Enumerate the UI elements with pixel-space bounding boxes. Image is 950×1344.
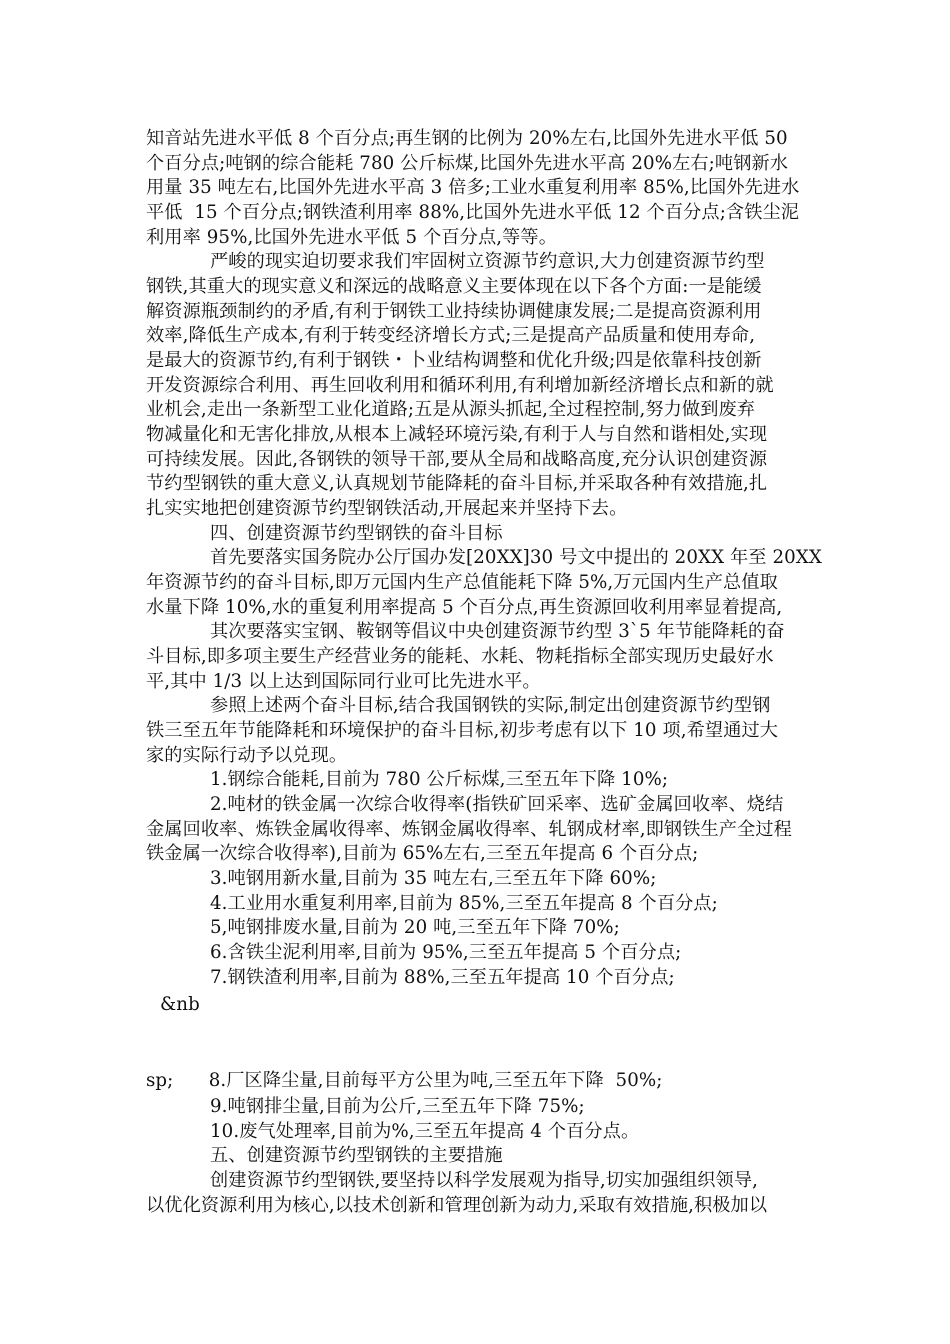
text-line: 效率,降低生产成本,有利于转变经济增长方式;三是提高产品质量和使用寿命, xyxy=(146,325,756,346)
text-line: 平低 15 个百分点;钢铁渣利用率 88%,比国外先进水平低 12 个百分点;含铁尘泥 xyxy=(146,202,800,223)
section-heading: 五、创建资源节约型钢铁的主要措施 xyxy=(210,1145,503,1166)
text-line: 业机会,走出一条新型工业化道路;五是从源头抓起,全过程控制,努力做到废弃 xyxy=(146,399,756,420)
text-line: 解资源瓶颈制约的矛盾,有利于钢铁工业持续协调健康发展;二是提高资源利用 xyxy=(146,301,762,322)
text-line: 年资源节约的奋斗目标,即万元国内生产总值能耗下降 5%,万元国内生产总值取 xyxy=(146,572,778,593)
list-item: 1.钢综合能耗,目前为 780 公斤标煤,三至五年下降 10%; xyxy=(210,769,669,790)
text-line: 用量 35 吨左右,比国外先进水平高 3 倍多;工业水重复利用率 85%,比国外先进水 xyxy=(146,177,800,198)
paragraph-first-line: 参照上述两个奋斗目标,结合我国钢铁的实际,制定出创建资源节约型钢 xyxy=(210,695,771,716)
text-line: 开发资源综合利用、再生回收利用和循环利用,有利增加新经济增长点和新的就 xyxy=(146,375,774,396)
list-item: 10.废气处理率,目前为%,三至五年提高 4 个百分点。 xyxy=(210,1121,640,1142)
list-item: sp; 8.厂区降尘量,目前每平方公里为吨,三至五年下降 50%; xyxy=(146,1070,663,1091)
text-line: 节约型钢铁的重大意义,认真规划节能降耗的奋斗目标,并采取各种有效措施,扎 xyxy=(146,473,768,494)
text-line: 铁三至五年节能降耗和环境保护的奋斗目标,初步考虑有以下 10 项,希望通过大 xyxy=(146,720,779,741)
text-line: 可持续发展。因此,各钢铁的领导干部,要从全局和战略高度,充分认识创建资源 xyxy=(146,449,768,470)
list-item: 3.吨钢用新水量,目前为 35 吨左右,三至五年下降 60%; xyxy=(210,868,657,889)
section-heading: 四、创建资源节约型钢铁的奋斗目标 xyxy=(210,523,503,544)
text-line: 物减量化和无害化排放,从根本上减轻环境污染,有利于人与自然和谐相处,实现 xyxy=(146,424,768,445)
text-line: 利用率 95%,比国外先进水平低 5 个百分点,等等。 xyxy=(146,227,557,248)
text-line: 平,其中 1/3 以上达到国际同行业可比先进水平。 xyxy=(146,671,541,692)
list-item: 5,吨钢排废水量,目前为 20 吨,三至五年下降 70%; xyxy=(210,917,620,938)
html-entity-fragment: &nb xyxy=(160,994,200,1015)
list-item: 7.钢铁渣利用率,目前为 88%,三至五年提高 10 个百分点; xyxy=(210,967,675,988)
text-line: 知音站先进水平低 8 个百分点;再生钢的比例为 20%左右,比国外先进水平低 50 xyxy=(146,128,788,149)
text-line: 钢铁,其重大的现实意义和深远的战略意义主要体现在以下各个方面:一是能缓 xyxy=(146,276,762,297)
paragraph-first-line: 创建资源节约型钢铁,要坚持以科学发展观为指导,切实加强组织领导, xyxy=(210,1170,758,1191)
text-line: 以优化资源利用为核心,以技术创新和管理创新为动力,采取有效措施,积极加以 xyxy=(146,1195,768,1216)
text-line: 个百分点;吨钢的综合能耗 780 公斤标煤,比国外先进水平高 20%左右;吨钢新水 xyxy=(146,153,789,174)
text-line: 斗目标,即多项主要生产经营业务的能耗、水耗、物耗指标全部实现历史最好水 xyxy=(146,646,774,667)
text-line: 金属回收率、炼铁金属收得率、炼钢金属收得率、轧钢成材率,即钢铁生产全过程 xyxy=(146,819,792,840)
list-item: 6.含铁尘泥利用率,目前为 95%,三至五年提高 5 个百分点; xyxy=(210,942,682,963)
paragraph-first-line: 首先要落实国务院办公厅国办发[20XX]30 号文中提出的 20XX 年至 20XX xyxy=(210,547,822,568)
text-line: 铁金属一次综合收得率),目前为 65%左右,三至五年提高 6 个百分点; xyxy=(146,843,699,864)
list-item: 4.工业用水重复利用率,目前为 85%,三至五年提高 8 个百分点; xyxy=(210,893,718,914)
text-line: 水量下降 10%,水的重复利用率提高 5 个百分点,再生资源回收利用率显着提高, xyxy=(146,597,783,618)
list-item: 9.吨钢排尘量,目前为公斤,三至五年下降 75%; xyxy=(210,1096,585,1117)
text-line: 是最大的资源节约,有利于钢铁・卜业结构调整和优化升级;四是依靠科技创新 xyxy=(146,350,762,371)
text-line: 家的实际行动予以兑现。 xyxy=(146,745,348,766)
list-item: 2.吨材的铁金属一次综合收得率(指铁矿回采率、选矿金属回收率、烧结 xyxy=(210,794,784,815)
text-line: 扎实实地把创建资源节约型钢铁活动,开展起来并坚持下去。 xyxy=(146,498,628,519)
paragraph-first-line: 其次要落实宝钢、鞍钢等倡议中央创建资源节约型 3`5 年节能降耗的奋 xyxy=(210,621,785,642)
paragraph-first-line: 严峻的现实迫切要求我们牢固树立资源节约意识,大力创建资源节约型 xyxy=(210,251,765,272)
